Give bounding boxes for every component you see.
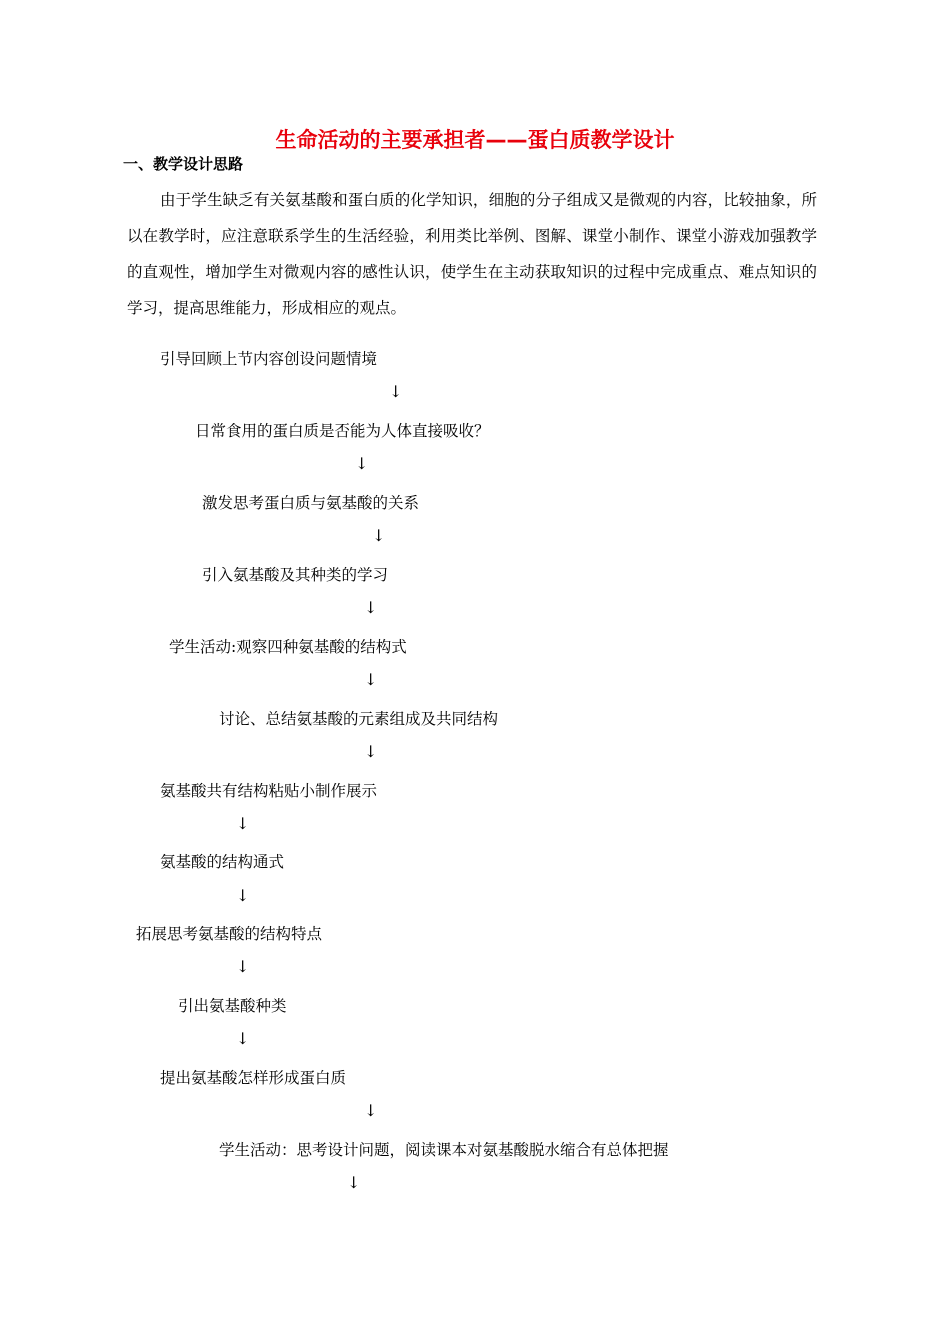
down-arrow-icon: ↓ — [364, 1101, 378, 1120]
down-arrow-icon: ↓ — [236, 814, 250, 833]
down-arrow-icon: ↓ — [389, 382, 403, 401]
down-arrow-icon: ↓ — [236, 957, 250, 976]
down-arrow-icon: ↓ — [347, 1173, 361, 1192]
flow-step: 引导回顾上节内容创设问题情境 — [160, 350, 378, 368]
document-title: 生命活动的主要承担者——蛋白质教学设计 — [275, 128, 675, 152]
down-arrow-icon: ↓ — [364, 742, 378, 761]
flow-step: 拓展思考氨基酸的结构特点 — [136, 925, 323, 943]
flow-step: 学生活动：思考设计问题，阅读课本对氨基酸脱水缩合有总体把握 — [219, 1141, 669, 1159]
flow-step: 激发思考蛋白质与氨基酸的关系 — [202, 494, 420, 512]
down-arrow-icon: ↓ — [364, 598, 378, 617]
flow-step: 日常食用的蛋白质是否能为人体直接吸收？ — [195, 422, 490, 440]
down-arrow-icon: ↓ — [364, 670, 378, 689]
flow-step: 提出氨基酸怎样形成蛋白质 — [160, 1069, 347, 1087]
flow-step: 引入氨基酸及其种类的学习 — [202, 566, 389, 584]
flow-step: 学生活动:观察四种氨基酸的结构式 — [169, 638, 407, 656]
section-heading: 一、教学设计思路 — [123, 155, 244, 173]
flow-step: 引出氨基酸种类 — [178, 997, 287, 1015]
down-arrow-icon: ↓ — [355, 454, 369, 473]
down-arrow-icon: ↓ — [236, 1029, 250, 1048]
down-arrow-icon: ↓ — [236, 886, 250, 905]
flow-step: 讨论、总结氨基酸的元素组成及共同结构 — [219, 710, 499, 728]
flow-step: 氨基酸共有结构粘贴小制作展示 — [160, 782, 378, 800]
design-rationale-paragraph: 由于学生缺乏有关氨基酸和蛋白质的化学知识，细胞的分子组成又是微观的内容，比较抽象，所以在教学时，应注意联系学生的生活经验，利用类比举例、图解、课堂小制作、课堂小游戏加强教学的直观性，增加学生对微观内容的感性认识，使学生在主动获取知识的过程中完成重点、难点知识的学习，提高思维能力，形成相应的观点。 — [127, 191, 817, 317]
flow-step: 氨基酸的结构通式 — [160, 853, 285, 871]
down-arrow-icon: ↓ — [372, 526, 386, 545]
